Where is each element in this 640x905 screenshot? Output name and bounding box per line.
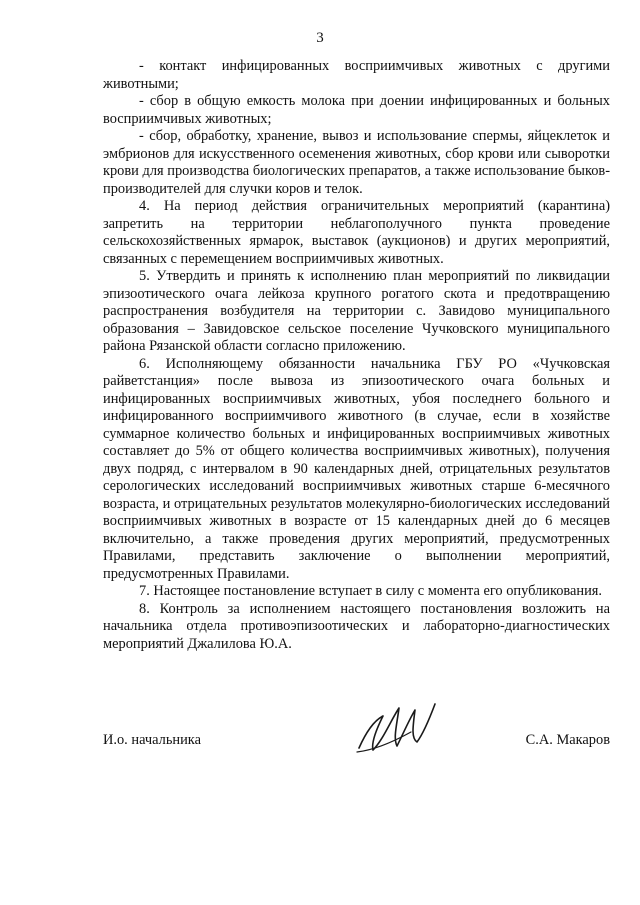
paragraph-6: 6. Исполняющему обязанности начальника ГБУ РО «Чучковская райветстанция» после вывоза из эпизоотического очага больных и инфицированных восприимчивых животных, убоя последнего больного и инфицированного восприимчивого животного (в случае, если в хозяйстве суммарное количество больных и инфицированных восприимчивых животных составляет до 5% от общего количества восприимчивых животных), получения двух подряд, с интервалом в 90 календарных дней, отрицательных результатов серологических исследований восприимчивых животных старше 6-месячного возраста, и отрицательных результатов молекулярно-биологических исследований восприимчивых животных в возрасте от 15 календарных дней до 6 месяцев включительно, а также проведения других мероприятий, предусмотренных Правилами, представить заключение о выполнении мероприятий, предусмотренных Правилами. <box>103 355 610 582</box>
paragraph-5: 5. Утвердить и принять к исполнению план мероприятий по ликвидации эпизоотического очага лейкоза крупного рогатого скота и предотвращению распространения возбудителя на территории с. Завидово муниципального образования – Завидовское сельское поселение Чучковского муниципального района Рязанской области согласно приложению. <box>103 268 610 354</box>
paragraph-sperm: - сбор, обработку, хранение, вывоз и использование спермы, яйцеклеток и эмбрионов для искусственного осеменения животных, сбор крови или сыворотки крови для производства биологических препаратов, а также использование быков-производителей для случки коров и телок. <box>103 128 610 197</box>
document-body <box>103 58 610 653</box>
handwritten-signature <box>353 690 443 762</box>
page-number: 3 <box>316 30 324 46</box>
paragraph-4: 4. На период действия ограничительных мероприятий (карантина) запретить на территории неблагополучного пункта проведение сельскохозяйственных ярмарок, выставок (аукционов) и других мероприятий, связанных с перемещением восприимчивых животных. <box>103 198 610 267</box>
paragraph-milk: - сбор в общую емкость молока при доении инфицированных и больных восприимчивых животных; <box>103 93 610 127</box>
paragraph-8: 8. Контроль за исполнением настоящего постановления возложить на начальника отдела противоэпизоотических и лабораторно-диагностических мероприятий Джалилова Ю.А. <box>103 600 610 652</box>
signatory-name: С.А. Макаров <box>525 732 610 748</box>
paragraph-7: 7. Настоящее постановление вступает в силу с момента его опубликования. <box>139 583 603 599</box>
paragraph-contact: - контакт инфицированных восприимчивых животных с другими животными; <box>103 58 610 92</box>
signature-block <box>103 690 610 770</box>
signatory-title: И.о. начальника <box>103 732 201 748</box>
